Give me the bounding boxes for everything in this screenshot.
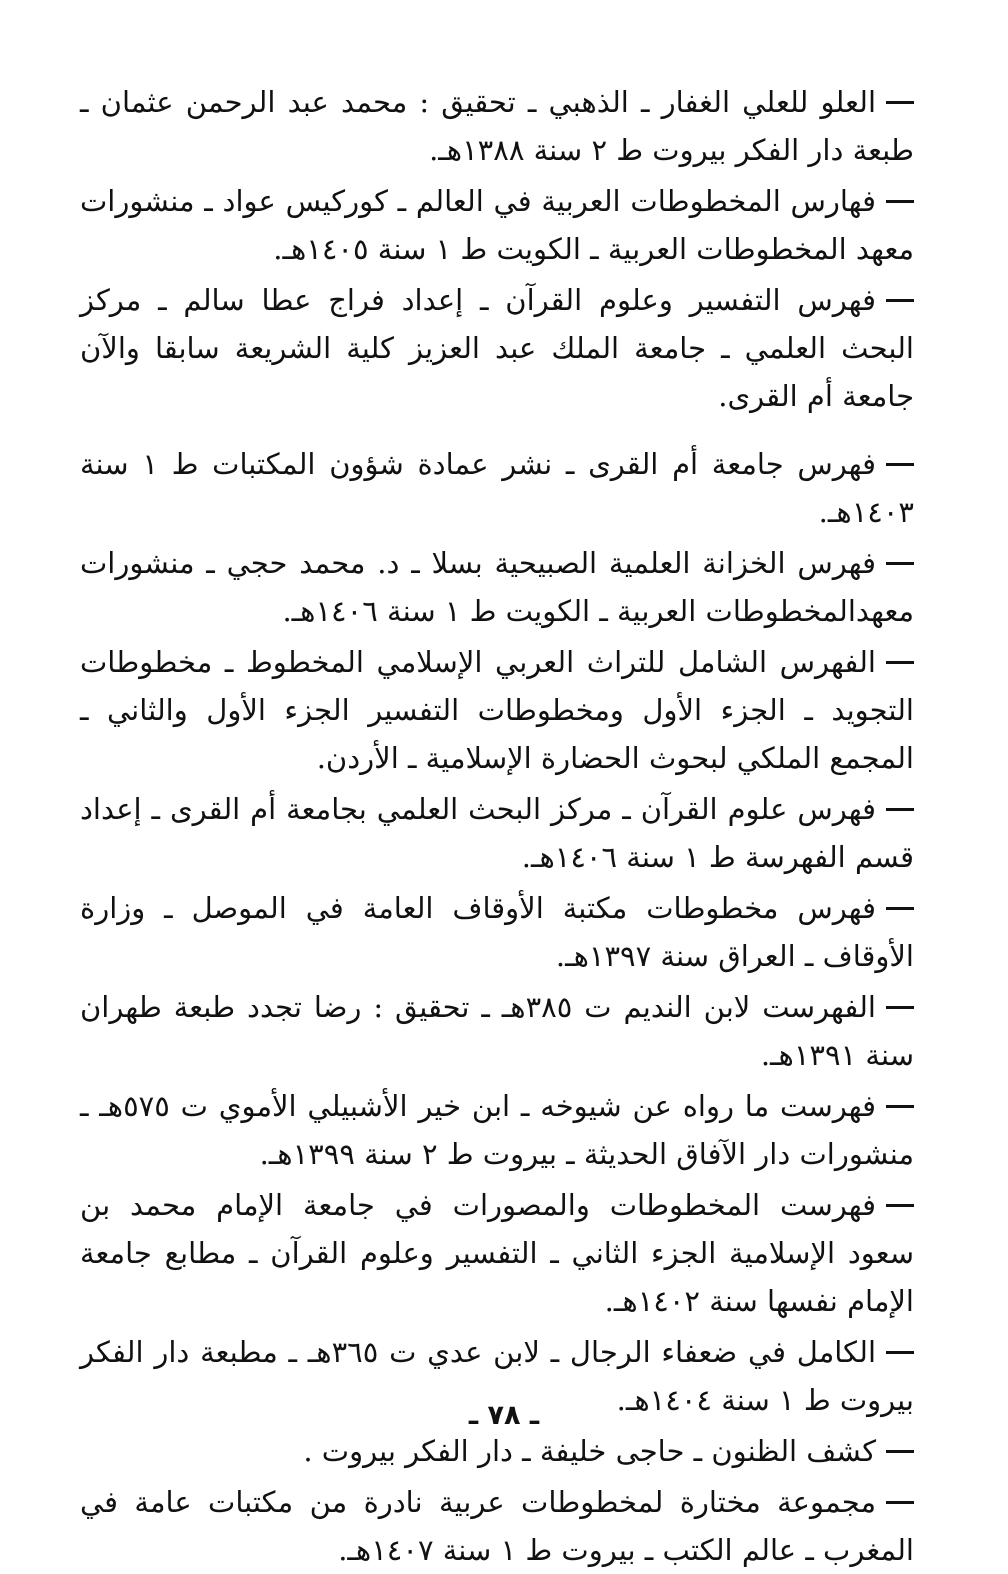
entry-dash (886, 1450, 914, 1453)
page-number: ـ ٧٨ ـ (468, 1400, 540, 1431)
bibliography-page (80, 78, 942, 1574)
bibliography-entry (80, 1181, 942, 1325)
entry-text: فهارس المخطوطات العربية في العالم ـ كوركيس عواد ـ منشورات معهد المخطوطات العربية ـ الكويت ط ١ سنة ١٤٠٥هـ. (80, 184, 914, 266)
bibliography-entry (80, 539, 942, 635)
entry-dash (886, 808, 914, 811)
entry-text: مجموعة مختارة لمخطوطات عربية نادرة من مكتبات عامة في المغرب ـ عالم الكتب ـ بيروت ط ١ سنة ١٤٠٧هـ. (80, 1485, 914, 1567)
entry-dash (886, 1006, 914, 1009)
entry-dash (886, 200, 914, 203)
entry-dash (886, 661, 914, 664)
bibliography-entry (80, 785, 942, 881)
entry-dash (886, 1351, 914, 1354)
bibliography-entry (80, 1478, 942, 1574)
bibliography-entry (80, 440, 942, 536)
entry-text: فهرس التفسير وعلوم القرآن ـ إعداد فراج عطا سالم ـ مركز البحث العلمي ـ جامعة الملك عبد العزيز كلية الشريعة سابقا والآن جامعة أم القرى. (80, 283, 914, 413)
bibliography-entry (80, 983, 942, 1079)
bibliography-entry (80, 78, 942, 174)
bibliography-entry (80, 638, 942, 782)
entry-text: العلو للعلي الغفار ـ الذهبي ـ تحقيق : محمد عبد الرحمن عثمان ـ طبعة دار الفكر بيروت ط ٢ سنة ١٣٨٨هـ. (80, 85, 914, 167)
entry-dash (886, 1501, 914, 1504)
entry-text: الكامل في ضعفاء الرجال ـ لابن عدي ت ٣٦٥هـ ـ مطبعة دار الفكر بيروت ط ١ سنة ١٤٠٤هـ. (80, 1335, 914, 1417)
entry-text: فهرست المخطوطات والمصورات في جامعة الإمام محمد بن سعود الإسلامية الجزء الثاني ـ التفسير وعلوم القرآن ـ مطابع جامعة الإمام نفسها سنة ١٤٠٢هـ. (80, 1188, 914, 1318)
entry-dash (886, 562, 914, 565)
entry-text: فهرس مخطوطات مكتبة الأوقاف العامة في الموصل ـ وزارة الأوقاف ـ العراق سنة ١٣٩٧هـ. (80, 891, 914, 973)
entry-dash (886, 907, 914, 910)
entry-dash (886, 1204, 914, 1207)
entry-text: فهرس جامعة أم القرى ـ نشر عمادة شؤون المكتبات ط ١ سنة ١٤٠٣هـ. (80, 447, 914, 529)
entry-dash (886, 463, 914, 466)
entry-dash (886, 1105, 914, 1108)
bibliography-entry (80, 276, 942, 420)
bibliography-entry (80, 1427, 942, 1475)
bibliography-entry (80, 884, 942, 980)
entry-text: كشف الظنون ـ حاجى خليفة ـ دار الفكر بيروت . (303, 1434, 876, 1468)
entry-text: فهرس الخزانة العلمية الصبيحية بسلا ـ د. محمد حجي ـ منشورات معهدالمخطوطات العربية ـ الكويت ط ١ سنة ١٤٠٦هـ. (80, 546, 914, 628)
entry-text: فهرس علوم القرآن ـ مركز البحث العلمي بجامعة أم القرى ـ إعداد قسم الفهرسة ط ١ سنة ١٤٠٦هـ. (80, 792, 914, 874)
entry-dash (886, 101, 914, 104)
entry-dash (886, 299, 914, 302)
entry-text: الفهرست لابن النديم ت ٣٨٥هـ ـ تحقيق : رضا تجدد طبعة طهران سنة ١٣٩١هـ. (80, 990, 914, 1072)
bibliography-entry (80, 177, 942, 273)
entry-text: الفهرس الشامل للتراث العربي الإسلامي المخطوط ـ مخطوطات التجويد ـ الجزء الأول ومخطوطات التفسير الجزء الأول والثاني ـ المجمع الملكي لبحوث الحضارة الإسلامية ـ الأردن. (80, 645, 914, 775)
entry-text: فهرست ما رواه عن شيوخه ـ ابن خير الأشبيلي الأموي ت ٥٧٥هـ ـ منشورات دار الآفاق الحديثة ـ بيروت ط ٢ سنة ١٣٩٩هـ. (80, 1089, 914, 1171)
bibliography-entry (80, 1082, 942, 1178)
